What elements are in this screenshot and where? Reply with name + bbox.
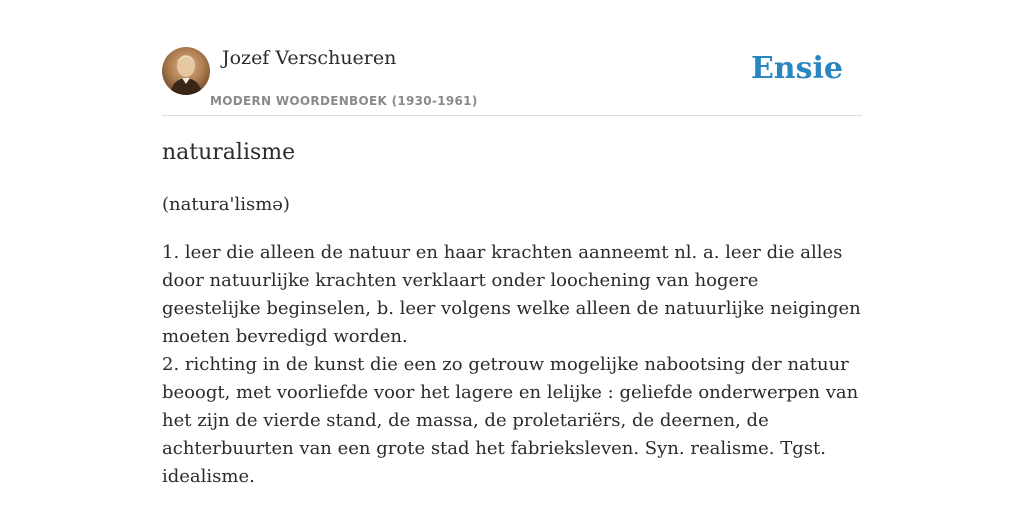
portrait-icon <box>162 47 210 95</box>
source-label[interactable]: MODERN WOORDENBOEK (1930-1961) <box>210 94 478 108</box>
entry-pronunciation: (natura'lismə) <box>162 194 290 215</box>
definition-2: 2. richting in de kunst die een zo getrouw mogelijke nabootsing der natuur beoogt, met voorliefde voor het lagere en lelijke : geliefde onderwerpen van het zijn de vierde stand, de massa, de proletariërs, de deernen, de achterbuurten van een grote stad het fabrieksleven. Syn. realisme. Tgst. idealisme. <box>162 354 859 487</box>
entry-definition <box>162 239 862 491</box>
brand-logo[interactable]: Ensie <box>750 51 843 86</box>
entry-term: naturalisme <box>162 140 296 165</box>
author-avatar[interactable] <box>162 47 210 95</box>
definition-1: 1. leer die alleen de natuur en haar krachten aanneemt nl. a. leer die alles door natuurlijke krachten verklaart onder loochening van hogere geestelijke beginselen, b. leer volgens welke alleen de natuurlijke neigingen moeten bevredigd worden. <box>162 242 861 347</box>
author-name[interactable]: Jozef Verschueren <box>222 47 397 69</box>
header <box>162 44 862 116</box>
